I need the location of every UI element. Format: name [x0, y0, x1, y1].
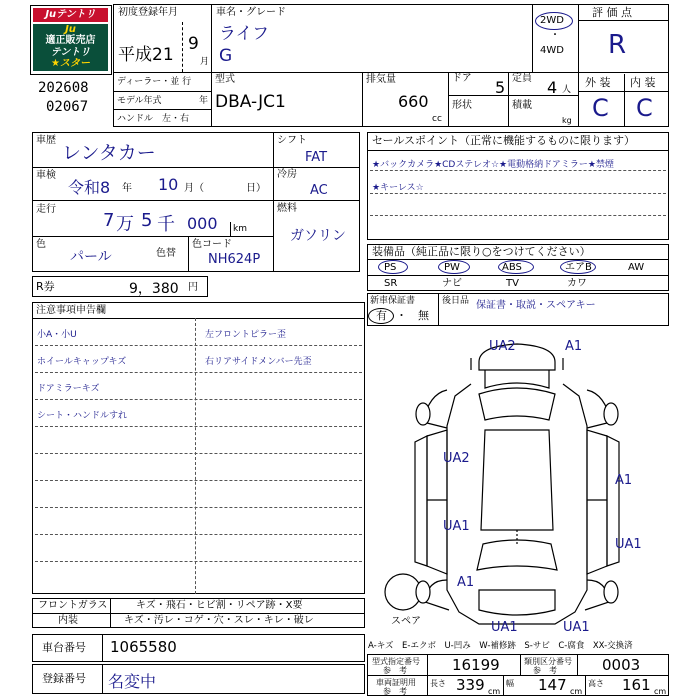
- diagram-windshield: [479, 388, 555, 420]
- diagram-mark-rear-bumper-right: UA1: [563, 620, 590, 635]
- capacity-unit: 人: [562, 85, 572, 95]
- diagram-rear-bumper: [479, 590, 555, 615]
- sales-point-line-1: ★バックカメラ★CDステレオ☆★電動格納ドアミラー★禁煙: [372, 160, 614, 170]
- diagram-tire-rl: [416, 581, 430, 603]
- mileage-label: 走行: [36, 204, 56, 215]
- door-label: ドア: [452, 73, 472, 84]
- first-reg-label: 初度登録年月: [118, 7, 178, 18]
- diagram-tire-fr: [604, 403, 618, 425]
- equip-abs: ABS: [502, 262, 522, 273]
- length-unit: cm: [488, 687, 501, 696]
- height-unit: cm: [654, 687, 667, 696]
- diagram-roof: [481, 430, 553, 530]
- width-value: 147: [538, 676, 567, 694]
- note-right-1: 左フロントピラー歪: [205, 330, 287, 340]
- car-damage-diagram: [367, 330, 669, 636]
- type-designation-ref: 参 考: [383, 666, 407, 675]
- diagram-tire-fl: [416, 403, 430, 425]
- equip-ps: PS: [384, 262, 397, 273]
- displacement-value: 660: [398, 92, 429, 111]
- mileage-man-unit: 万: [116, 214, 134, 235]
- height-label: 高さ: [588, 679, 604, 688]
- displacement-label: 排気量: [366, 74, 396, 85]
- first-reg-month-unit: 月: [200, 57, 210, 67]
- logo-ju: Ju: [65, 24, 76, 35]
- equip-tv: TV: [506, 278, 519, 289]
- note-left-4: シート・ハンドルすれ: [37, 411, 128, 421]
- diagram-mark-left-rear-door: UA1: [443, 519, 470, 534]
- chassis-label: 車台番号: [42, 641, 86, 654]
- diagram-spare-label: スペア: [391, 616, 421, 627]
- note-left-3: ドアミラーキズ: [37, 384, 100, 394]
- class-number-ref: 参 考: [533, 666, 557, 675]
- car-grade: G: [219, 46, 233, 66]
- mileage-sen: 5: [141, 210, 153, 231]
- fuel-value: ガソリン: [290, 228, 346, 244]
- equip-pw: PW: [444, 262, 460, 273]
- front-glass-value: キズ・飛石・ヒビ割・リペア跡・X要: [136, 600, 303, 611]
- color-value: パール: [70, 249, 112, 265]
- logo-block: [30, 5, 112, 75]
- r-ticket-label: R券: [36, 280, 55, 293]
- cert-label: 車両証明用: [376, 678, 416, 687]
- diagram-mark-right-side: A1: [615, 473, 633, 488]
- front-glass-label: フロントガラス: [38, 600, 108, 611]
- notes-label: 注意事項申告欄: [36, 305, 106, 316]
- class-number-value: 0003: [602, 656, 641, 674]
- length-value: 339: [456, 676, 485, 694]
- equip-sr: SR: [384, 278, 398, 289]
- model-label: 型式: [215, 74, 235, 85]
- shift-label: シフト: [277, 135, 307, 146]
- warranty-label: 新車保証書: [370, 296, 416, 306]
- equip-airbag: エアB: [565, 262, 592, 273]
- warranty-dot: ・: [396, 309, 407, 322]
- note-right-2: 右リアサイドメンバー先歪: [205, 357, 312, 367]
- capacity-value: 4: [547, 78, 558, 97]
- later-items-value: 保証書・取説・スペアキー: [476, 300, 596, 311]
- r-ticket-box: [32, 276, 208, 297]
- drive-2wd: 2WD: [540, 15, 564, 26]
- fuel-label: 燃料: [277, 203, 297, 214]
- diagram-right-side: [587, 430, 607, 574]
- eval-label: 評 価 点: [592, 6, 632, 19]
- model-year-unit: 年: [199, 96, 209, 106]
- capacity-label: 定員: [512, 73, 532, 84]
- note-left-2: ホイールキャップキズ: [37, 357, 127, 367]
- width-label: 幅: [506, 679, 514, 688]
- mileage-sen-unit: 千: [157, 214, 175, 235]
- diagram-hood: [485, 370, 549, 388]
- registration-value: 名変中: [108, 672, 157, 691]
- logo-star: ★スター: [51, 58, 90, 69]
- shape-label: 形状: [452, 100, 472, 111]
- drive-4wd: 4WD: [540, 45, 564, 56]
- mileage-unit: km: [233, 224, 247, 234]
- type-designation-label: 型式指定番号: [372, 657, 420, 666]
- diagram-mark-right-rear: UA1: [615, 537, 642, 552]
- note-left-1: 小A・小U: [37, 330, 77, 340]
- diagram-mark-front-bumper-left: UA2: [489, 339, 516, 354]
- car-name-label: 車名・グレード: [216, 7, 286, 18]
- handle-label: ハンドル 左・右: [117, 114, 190, 124]
- inspection-day-unit: 日）: [246, 183, 266, 194]
- height-value: 161: [622, 676, 651, 694]
- inspection-month: 10: [158, 175, 179, 194]
- color-label: 色: [36, 239, 46, 250]
- logo-banner: Juテントリ: [33, 8, 108, 22]
- registration-label: 登録番号: [42, 672, 86, 685]
- history-value: レンタカー: [62, 142, 156, 164]
- r-ticket-value: 9，380: [129, 281, 179, 297]
- length-label: 長さ: [430, 679, 446, 688]
- inspection-label: 車検: [36, 170, 56, 181]
- inspection-month-unit: 月（: [184, 183, 204, 194]
- equipment-label: 装備品（純正品に限り○をつけてください）: [372, 245, 591, 258]
- damage-legend: A-キズ E-エクボ U-凹み W-補修跡 S-サビ C-腐食 XX-交換済: [368, 641, 633, 651]
- sales-point-label: セールスポイント（正常に機能するものに限ります）: [372, 134, 636, 147]
- diagram-mark-front-bumper-right: A1: [565, 339, 583, 354]
- logo-store: 適正販売店: [45, 35, 96, 46]
- equip-navi: ナビ: [442, 278, 462, 289]
- drive-dot: ・: [550, 30, 560, 41]
- mileage-rest: 000: [187, 214, 218, 233]
- cc-unit: cc: [432, 114, 442, 124]
- mileage-man: 7: [103, 210, 115, 231]
- logo-tentori: テントリ: [50, 47, 91, 58]
- interior-cond-value: キズ・汚レ・コゲ・穴・スレ・キレ・破レ: [124, 615, 314, 626]
- diagram-mark-left-front-door: UA2: [443, 451, 470, 466]
- exterior-label: 外 装: [585, 76, 611, 89]
- inspection-year-unit: 年: [122, 183, 132, 194]
- aircon-value: AC: [310, 183, 328, 198]
- car-name: ライフ: [219, 24, 269, 44]
- model-value: DBA-JC1: [215, 92, 286, 112]
- interior-label: 内 装: [630, 76, 656, 89]
- diagram-tire-rr: [604, 581, 618, 603]
- color-change-label: 色替: [156, 248, 176, 259]
- equip-aw: AW: [628, 262, 645, 273]
- dealer-label: ディーラー・並 行: [117, 77, 192, 87]
- door-value: 5: [495, 78, 506, 97]
- diagram-rear-window: [477, 540, 557, 570]
- width-unit: cm: [570, 687, 583, 696]
- inspection-era: 令和8: [68, 178, 111, 197]
- load-unit: kg: [562, 116, 572, 125]
- id-number-1: 202608: [38, 80, 89, 96]
- r-ticket-unit: 円: [188, 282, 198, 293]
- eval-value: R: [608, 30, 627, 60]
- diagram-mark-rear-bumper-left: UA1: [491, 620, 518, 635]
- color-code-value: NH624P: [208, 252, 261, 267]
- interior-value: C: [636, 94, 653, 122]
- exterior-value: C: [592, 94, 609, 122]
- aircon-label: 冷房: [277, 169, 297, 180]
- later-items-label: 後日品: [442, 296, 470, 306]
- sales-point-line-2: ★キーレス☆: [372, 183, 424, 193]
- warranty-no: 無: [418, 309, 429, 322]
- shift-value: FAT: [305, 150, 328, 165]
- type-designation-value: 16199: [452, 656, 500, 674]
- first-reg-era: 平成21: [118, 45, 174, 65]
- class-number-label: 類別区分番号: [524, 657, 572, 666]
- equip-leather: カワ: [567, 278, 587, 289]
- chassis-value: 1065580: [110, 638, 177, 656]
- interior-cond-label: 内装: [58, 615, 78, 626]
- first-reg-month: 9: [188, 34, 199, 54]
- diagram-mark-left-rear-fender: A1: [457, 575, 475, 590]
- logo-panel: [33, 24, 108, 71]
- model-year-label: モデル年式: [117, 96, 162, 106]
- warranty-yes: 有: [376, 309, 387, 322]
- id-number-2: 02067: [46, 99, 89, 115]
- color-code-label: 色コード: [192, 239, 232, 250]
- history-label: 車歴: [36, 135, 56, 146]
- load-label: 積載: [512, 100, 532, 111]
- cert-ref: 参 考: [383, 687, 407, 696]
